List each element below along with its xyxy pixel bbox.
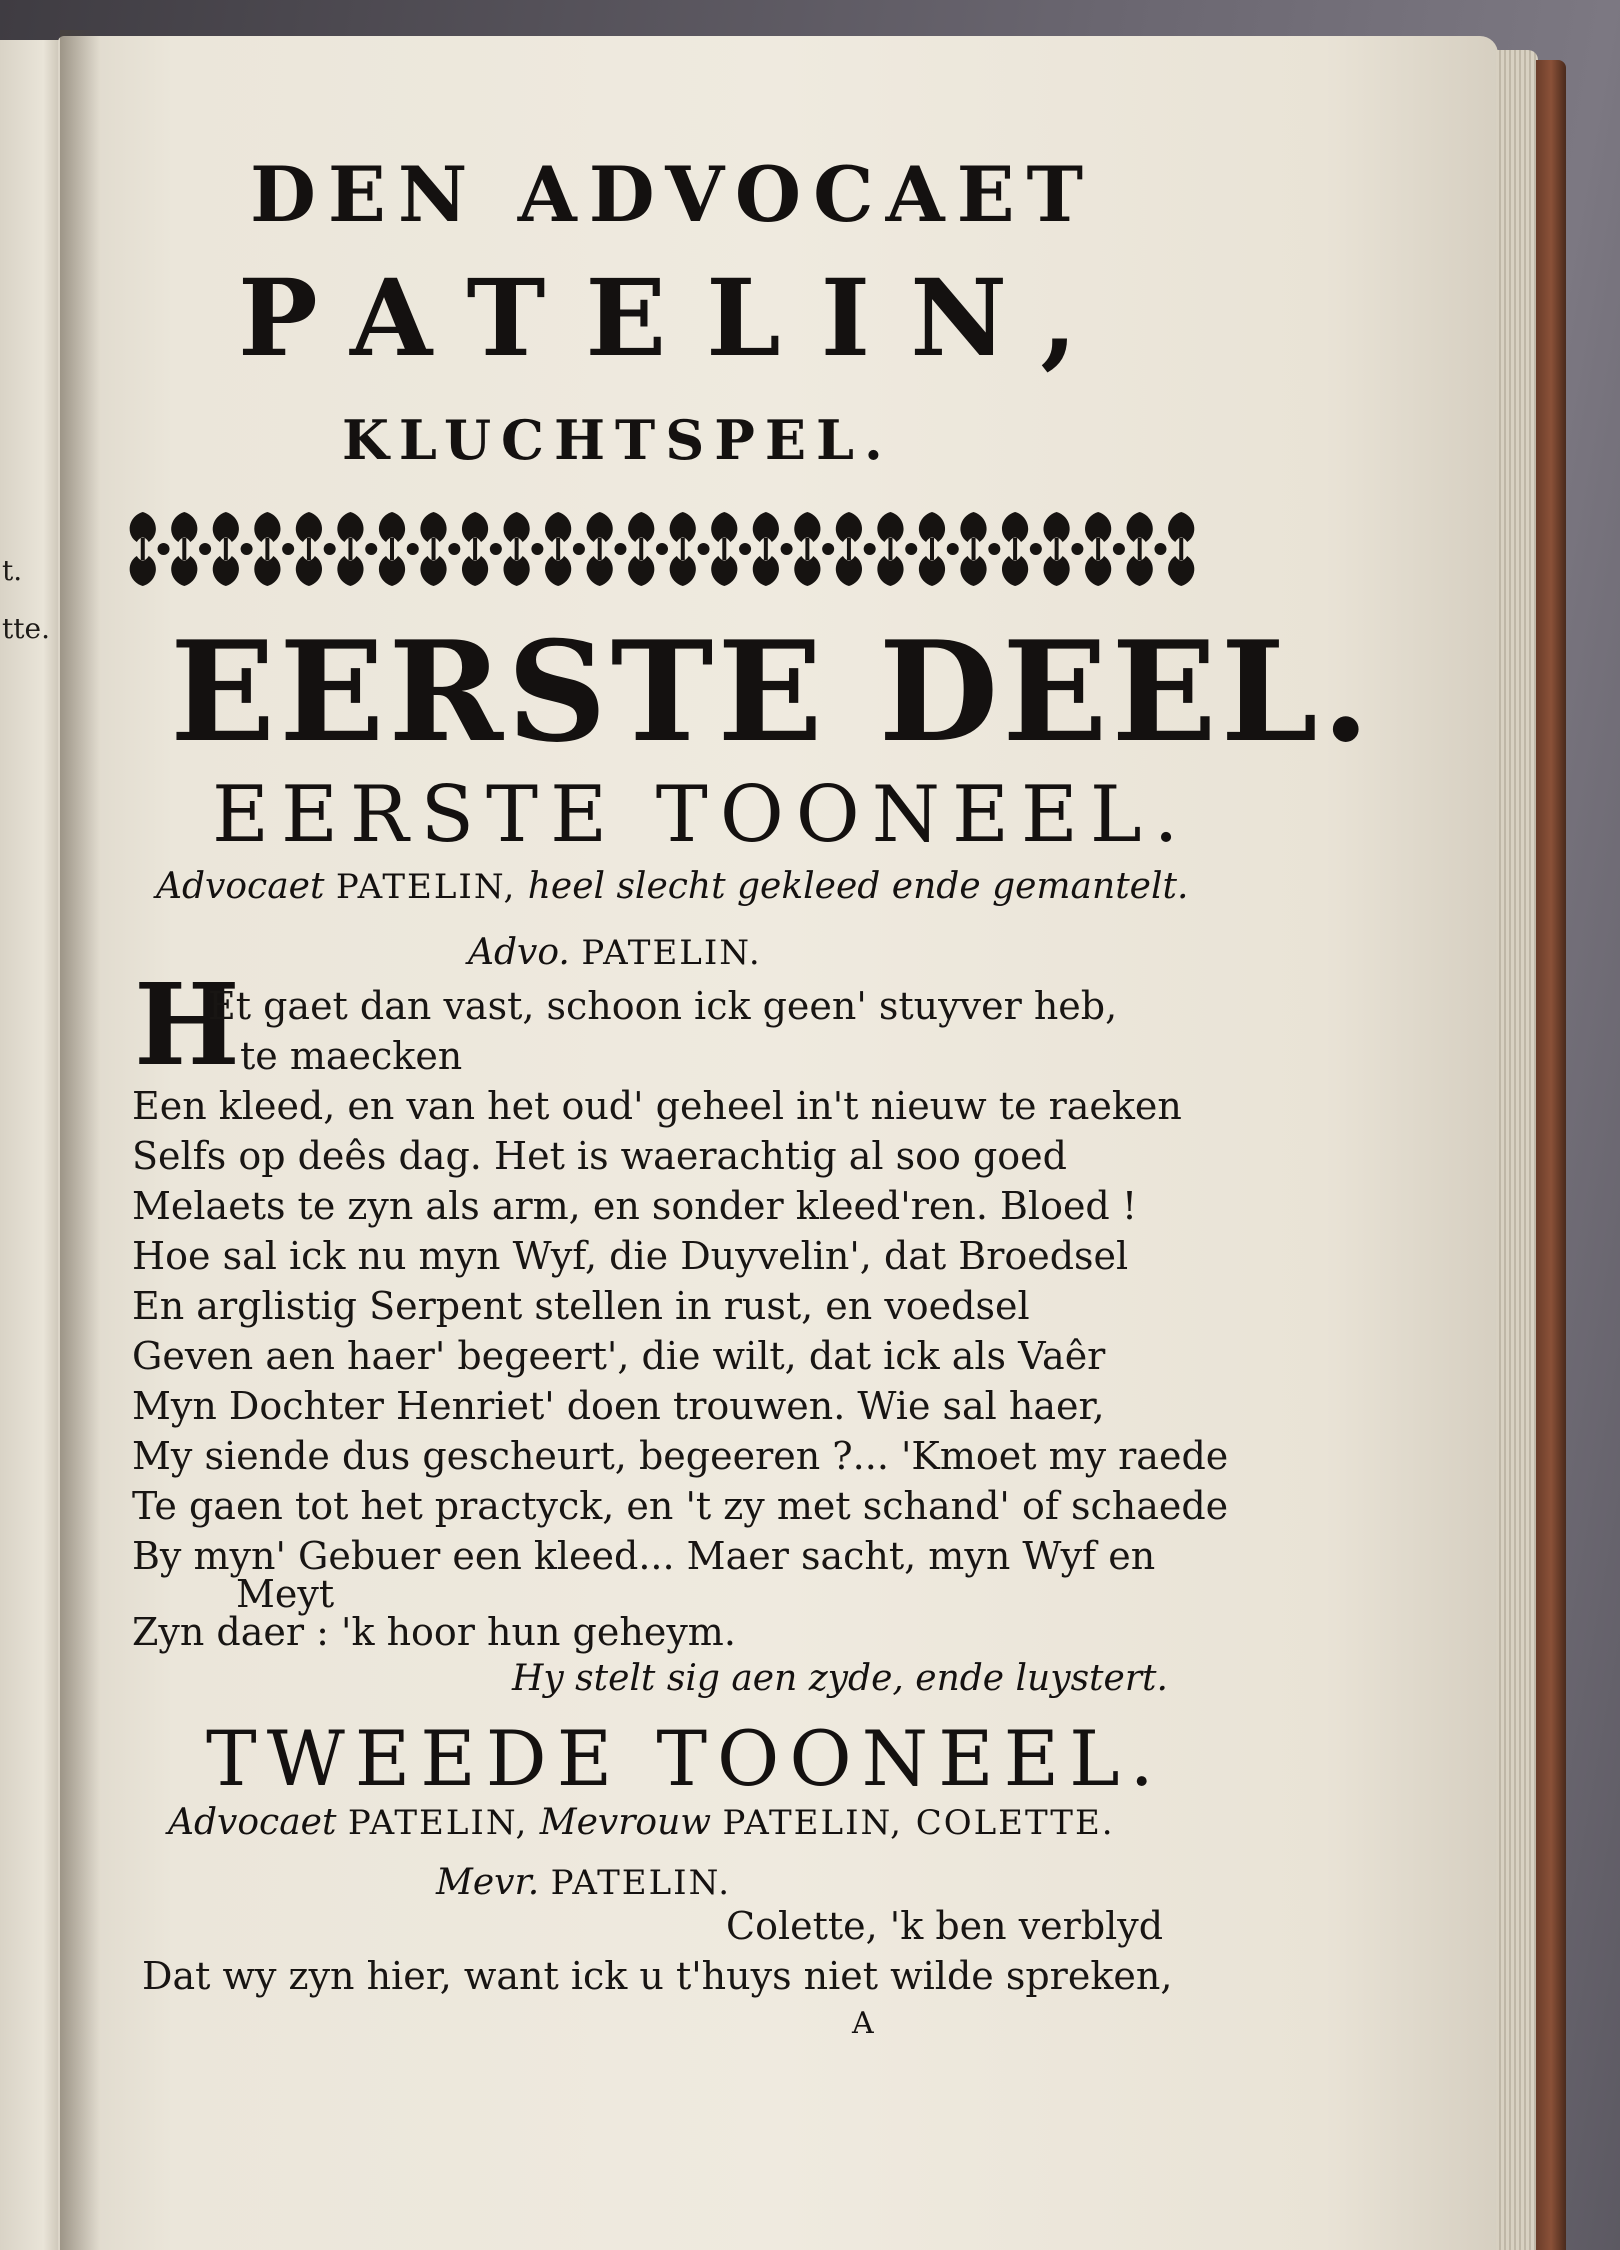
fleuron-icon <box>462 512 502 586</box>
verse-line: My siende dus gescheurt, begeeren ?... 'Kmoet my raede <box>132 1434 1229 1478</box>
fleuron-icon <box>1044 512 1084 586</box>
fleuron-ornament-band <box>122 494 1202 604</box>
fleuron-icon <box>753 512 793 586</box>
part-title: EERSTE DEEL. <box>170 610 1374 773</box>
verse-line: Meyt <box>236 1572 335 1616</box>
heading-line-1: DEN ADVOCAET <box>250 150 1096 239</box>
scene-1-title: EERSTE TOONEEL. <box>212 770 1191 860</box>
left-page-fragment: tte. <box>2 612 50 645</box>
fleuron-icon <box>379 512 419 586</box>
stage-direction-part: Advocaet <box>168 1802 337 1843</box>
verse-line: Et gaet dan vast, schoon ick geen' stuyver heb, <box>208 984 1118 1028</box>
fleuron-icon <box>130 512 170 586</box>
fleuron-icon <box>1168 512 1194 586</box>
left-page-fragment: t. <box>2 554 23 587</box>
verse-line: te maecken <box>240 1034 463 1078</box>
verse-line: Colette, 'k ben verblyd <box>726 1904 1164 1948</box>
fleuron-icon <box>337 512 377 586</box>
fleuron-icon <box>960 512 1000 586</box>
verse-line: Melaets te zyn als arm, en sonder kleed'ren. Bloed ! <box>132 1184 1138 1228</box>
speaker-label-1 <box>468 932 762 973</box>
fleuron-icon <box>1002 512 1042 586</box>
heading-line-2: PATELIN, <box>238 255 1118 380</box>
scene-2-title: TWEEDE TOONEEL. <box>206 1714 1164 1803</box>
fleuron-icon <box>670 512 710 586</box>
verse-line: Een kleed, en van het oud' geheel in't nieuw te raeken <box>132 1084 1182 1128</box>
fleuron-icon <box>587 512 627 586</box>
aside-stage-direction: Hy stelt sig aen zyde, ende luystert. <box>512 1658 1168 1699</box>
fleuron-icon <box>1085 512 1125 586</box>
speaker-abbrev: Advo. <box>468 932 570 973</box>
speaker-abbrev: Mevr. <box>436 1862 540 1903</box>
previous-page-edge <box>0 40 64 2250</box>
speaker-name: PATELIN. <box>550 1863 731 1903</box>
verse-line: Selfs op deês dag. Het is waerachtig al soo goed <box>132 1134 1067 1178</box>
verse-line: By myn' Gebuer een kleed... Maer sacht, myn Wyf en <box>132 1534 1156 1578</box>
fleuron-icon <box>794 512 834 586</box>
stage-direction-name: PATELIN, <box>347 1803 529 1843</box>
fleuron-icon <box>711 512 751 586</box>
speaker-name: PATELIN. <box>581 933 762 973</box>
fleuron-icon <box>504 512 544 586</box>
stage-direction-name: PATELIN, <box>335 867 517 907</box>
fleuron-icon <box>919 512 959 586</box>
fleuron-icon <box>877 512 917 586</box>
fleuron-icon <box>545 512 585 586</box>
fleuron-icon <box>171 512 211 586</box>
scene-1-stage-direction <box>156 866 1188 907</box>
fleuron-icon <box>254 512 294 586</box>
stage-direction-part: Mevrouw <box>539 1802 712 1843</box>
stage-direction-part: heel slecht gekleed ende gemantelt. <box>527 866 1189 907</box>
drop-cap: H <box>134 960 240 1091</box>
stage-direction-part: Advocaet <box>156 866 325 907</box>
fleuron-icon <box>420 512 460 586</box>
page-gutter-shadow <box>60 30 100 2250</box>
fleuron-icon <box>628 512 668 586</box>
fleuron-icon <box>296 512 336 586</box>
heading-line-3: KLUCHTSPEL. <box>342 408 893 472</box>
fleuron-icon <box>836 512 876 586</box>
page-stack-edges <box>1496 50 1538 2250</box>
fleuron-icon <box>213 512 253 586</box>
book-cover-edge <box>1536 60 1566 2250</box>
speaker-label-2 <box>436 1862 731 1903</box>
verse-line: En arglistig Serpent stellen in rust, en voedsel <box>132 1284 1030 1328</box>
verse-line: Dat wy zyn hier, want ick u t'huys niet wilde spreken, <box>142 1954 1173 1998</box>
verse-line: Myn Dochter Henriet' doen trouwen. Wie sal haer, <box>132 1384 1105 1428</box>
stage-direction-name: PATELIN, COLETTE. <box>722 1803 1115 1843</box>
verse-line: Geven aen haer' begeert', die wilt, dat ick als Vaêr <box>132 1334 1106 1378</box>
scene-2-stage-direction <box>168 1802 1115 1843</box>
signature-mark: A <box>852 2006 874 2041</box>
verse-line: Zyn daer : 'k hoor hun geheym. <box>132 1610 736 1654</box>
verse-line: Hoe sal ick nu myn Wyf, die Duyvelin', dat Broedsel <box>132 1234 1129 1278</box>
fleuron-icon <box>1127 512 1167 586</box>
verse-line: Te gaen tot het practyck, en 't zy met schand' of schaede <box>132 1484 1229 1528</box>
